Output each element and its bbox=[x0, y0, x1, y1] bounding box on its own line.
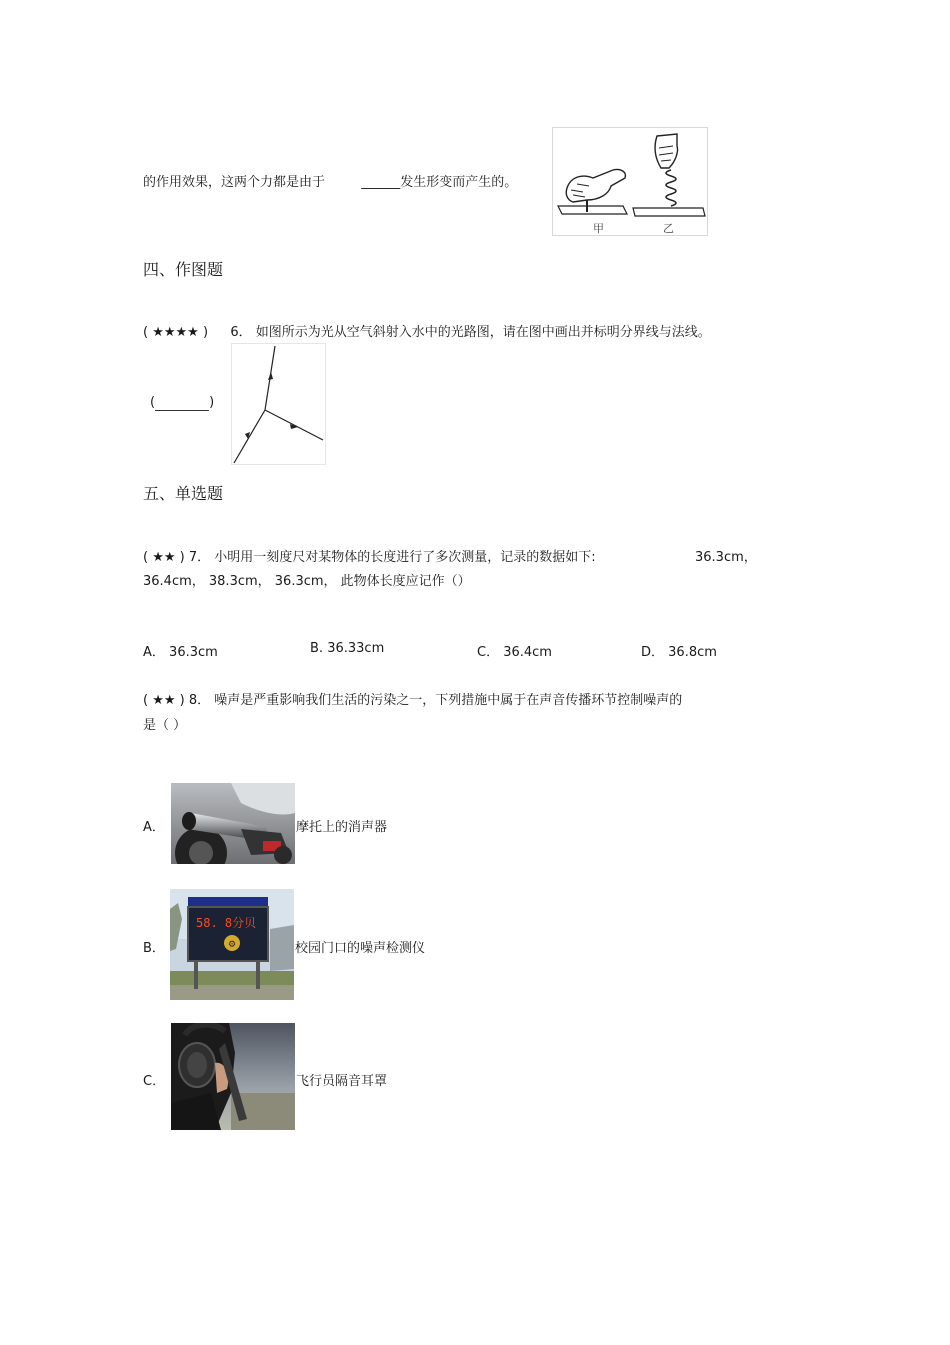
q6-answer-blank[interactable] bbox=[150, 395, 214, 411]
q7-option-b[interactable] bbox=[310, 641, 384, 656]
q5-figure-hand-spring bbox=[552, 127, 708, 236]
q6-text: 如图所示为光从空气斜射入水中的光路图，请在图中画出并标明分界线与法线。 bbox=[255, 325, 711, 340]
q6-light-path-diagram bbox=[231, 343, 326, 465]
q5-figure-label-yi: 乙 bbox=[663, 222, 674, 235]
q8-option-c-caption: 飞行员隔音耳罩 bbox=[296, 1074, 388, 1089]
q5-figure-label-jia: 甲 bbox=[593, 222, 604, 235]
q5-suffix: 发生形变而产生的。 bbox=[400, 175, 518, 190]
q7-data-first: 36.3cm， bbox=[695, 550, 757, 565]
q6-stars: ( ★★★★ ) bbox=[143, 325, 209, 340]
q7-option-d[interactable] bbox=[641, 641, 717, 660]
q8-option-c-letter[interactable]: C． bbox=[143, 1074, 166, 1089]
q6-number: 6． bbox=[230, 325, 252, 340]
q8-option-b-photo-noise-monitor bbox=[170, 889, 294, 1000]
q8-option-b-letter[interactable]: B． bbox=[143, 941, 165, 956]
q7-option-a-letter: A． bbox=[143, 645, 165, 660]
q8-option-a-photo-muffler bbox=[171, 783, 295, 864]
q7-option-c-letter: C． bbox=[477, 645, 500, 660]
q6-answer-open: ( bbox=[150, 395, 156, 410]
section-4-title: 四、作图题 bbox=[143, 260, 224, 279]
q7-option-b-letter: B. bbox=[310, 641, 324, 656]
q5-tail-line bbox=[143, 171, 517, 190]
q5-blank: ______ bbox=[361, 175, 401, 190]
q7-option-a-value: 36.3cm bbox=[169, 645, 218, 660]
q7-line-1 bbox=[143, 546, 596, 565]
q8-option-a-caption: 摩托上的消声器 bbox=[296, 820, 388, 835]
svg-text:⚙: ⚙ bbox=[228, 940, 237, 950]
q8-stars: ( ★★ ) bbox=[143, 693, 185, 708]
q6-line bbox=[143, 321, 711, 340]
q7-stars: ( ★★ ) bbox=[143, 550, 185, 565]
q8-text-1: 噪声是严重影响我们生活的污染之一，下列措施中属于在声音传播环节控制噪声的 bbox=[214, 693, 683, 708]
q8-line-2: 是（ ） bbox=[143, 718, 187, 733]
q7-number: 7． bbox=[188, 550, 211, 565]
q7-option-c-value: 36.4cm bbox=[503, 645, 552, 660]
q8-number: 8． bbox=[188, 693, 211, 708]
section-5-title: 五、单选题 bbox=[143, 484, 224, 503]
q7-line-2: 36.4cm， 38.3cm， 36.3cm， 此物体长度应记作（） bbox=[143, 574, 471, 589]
q7-option-d-letter: D． bbox=[641, 645, 665, 660]
q8-option-c-photo-ear-muffs bbox=[171, 1023, 295, 1130]
q6-answer-close: ) bbox=[209, 395, 215, 410]
q8-noise-sign-text: 58. 8分贝 bbox=[196, 916, 257, 930]
q7-option-b-value: 36.33cm bbox=[327, 641, 385, 656]
q7-text-1: 小明用一刻度尺对某物体的长度进行了多次测量，记录的数据如下: bbox=[214, 550, 596, 565]
q7-option-d-value: 36.8cm bbox=[668, 645, 717, 660]
q7-option-c[interactable] bbox=[477, 641, 552, 660]
q5-prefix: 的作用效果，这两个力都是由于 bbox=[143, 175, 326, 190]
q7-option-a[interactable] bbox=[143, 641, 218, 660]
q8-option-b-caption: 校园门口的噪声检测仪 bbox=[295, 941, 426, 956]
q8-option-a-letter[interactable]: A． bbox=[143, 820, 165, 835]
q8-line-1 bbox=[143, 689, 682, 708]
